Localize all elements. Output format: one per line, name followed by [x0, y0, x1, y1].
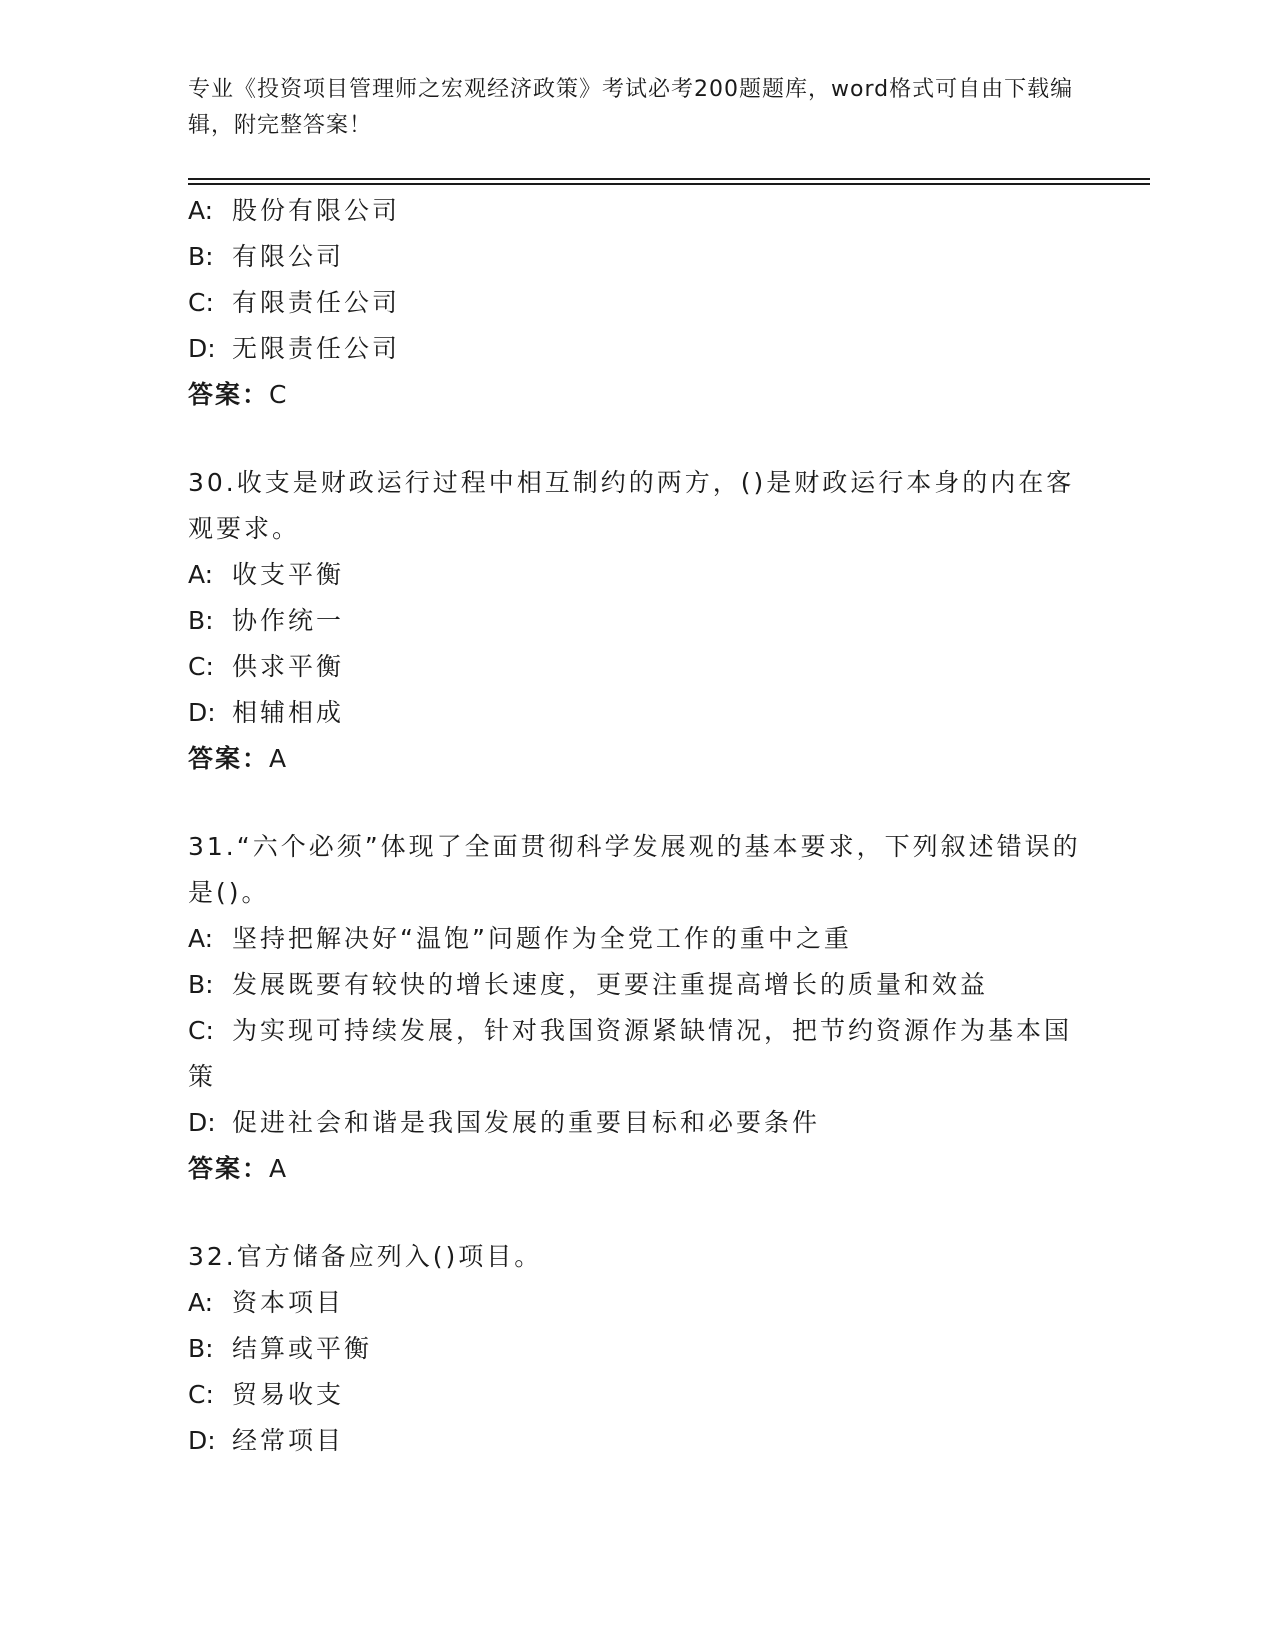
option-letter: A: — [188, 924, 214, 953]
header-rule-top — [188, 178, 1150, 180]
option-letter: B: — [188, 970, 214, 999]
option-letter: B: — [188, 606, 214, 635]
option-letter: A: — [188, 1288, 214, 1317]
option-text: 发展既要有较快的增长速度，更要注重提高增长的质量和效益 — [232, 970, 989, 999]
option-b — [188, 598, 1088, 644]
option-b — [188, 962, 1088, 1008]
option-text: 为实现可持续发展，针对我国资源紧缺情况，把节约资源作为基本国策 — [188, 1016, 1073, 1091]
option-letter: C: — [188, 652, 214, 681]
option-a — [188, 552, 1088, 598]
option-text: 股份有限公司 — [232, 196, 401, 225]
option-text: 坚持把解决好“温饱”问题作为全党工作的重中之重 — [232, 924, 852, 953]
answer-label: 答案： — [188, 380, 270, 409]
option-text: 结算或平衡 — [232, 1334, 373, 1363]
option-text: 资本项目 — [232, 1288, 345, 1317]
option-text: 有限责任公司 — [232, 288, 401, 317]
question-block — [188, 460, 1088, 782]
question-stem: 30.收支是财政运行过程中相互制约的两方，()是财政运行本身的内在客观要求。 — [188, 468, 1075, 543]
option-c — [188, 280, 1088, 326]
option-text: 协作统一 — [232, 606, 345, 635]
answer-label: 答案： — [188, 744, 270, 773]
option-letter: C: — [188, 1380, 214, 1409]
option-text: 无限责任公司 — [232, 334, 401, 363]
answer-line — [188, 372, 1088, 418]
question-block — [188, 188, 1088, 418]
option-text: 收支平衡 — [232, 560, 345, 589]
option-text: 相辅相成 — [232, 698, 345, 727]
option-a — [188, 916, 1088, 962]
question-block — [188, 824, 1088, 1192]
option-text: 贸易收支 — [232, 1380, 345, 1409]
option-text: 经常项目 — [232, 1426, 345, 1455]
header-rule-bottom — [188, 183, 1150, 185]
answer-value: A — [269, 744, 287, 773]
option-d — [188, 690, 1088, 736]
option-a — [188, 1280, 1088, 1326]
option-letter: C: — [188, 288, 214, 317]
option-b — [188, 1326, 1088, 1372]
question-list — [188, 188, 1088, 1464]
option-d — [188, 326, 1088, 372]
option-letter: D: — [188, 1108, 216, 1137]
option-c — [188, 1372, 1088, 1418]
option-letter: B: — [188, 242, 214, 271]
option-letter: D: — [188, 334, 216, 363]
option-letter: C: — [188, 1016, 214, 1045]
option-c — [188, 1008, 1088, 1100]
option-a — [188, 188, 1088, 234]
question-block — [188, 1234, 1088, 1464]
answer-value: C — [269, 380, 287, 409]
option-b — [188, 234, 1088, 280]
option-letter: A: — [188, 560, 214, 589]
option-text: 有限公司 — [232, 242, 345, 271]
option-letter: D: — [188, 1426, 216, 1455]
answer-label: 答案： — [188, 1154, 270, 1183]
page-header: 专业《投资项目管理师之宏观经济政策》考试必考200题题库，word格式可自由下载编辑，附完整答案！ — [188, 77, 1074, 138]
option-text: 促进社会和谐是我国发展的重要目标和必要条件 — [232, 1108, 821, 1137]
option-letter: B: — [188, 1334, 214, 1363]
answer-value: A — [269, 1154, 287, 1183]
option-letter: D: — [188, 698, 216, 727]
answer-line — [188, 1146, 1088, 1192]
option-d — [188, 1100, 1088, 1146]
option-text: 供求平衡 — [232, 652, 345, 681]
question-stem: 32.官方储备应列入()项目。 — [188, 1242, 543, 1271]
option-letter: A: — [188, 196, 214, 225]
question-stem: 31.“六个必须”体现了全面贯彻科学发展观的基本要求，下列叙述错误的是()。 — [188, 832, 1081, 907]
option-d — [188, 1418, 1088, 1464]
answer-line — [188, 736, 1088, 782]
option-c — [188, 644, 1088, 690]
